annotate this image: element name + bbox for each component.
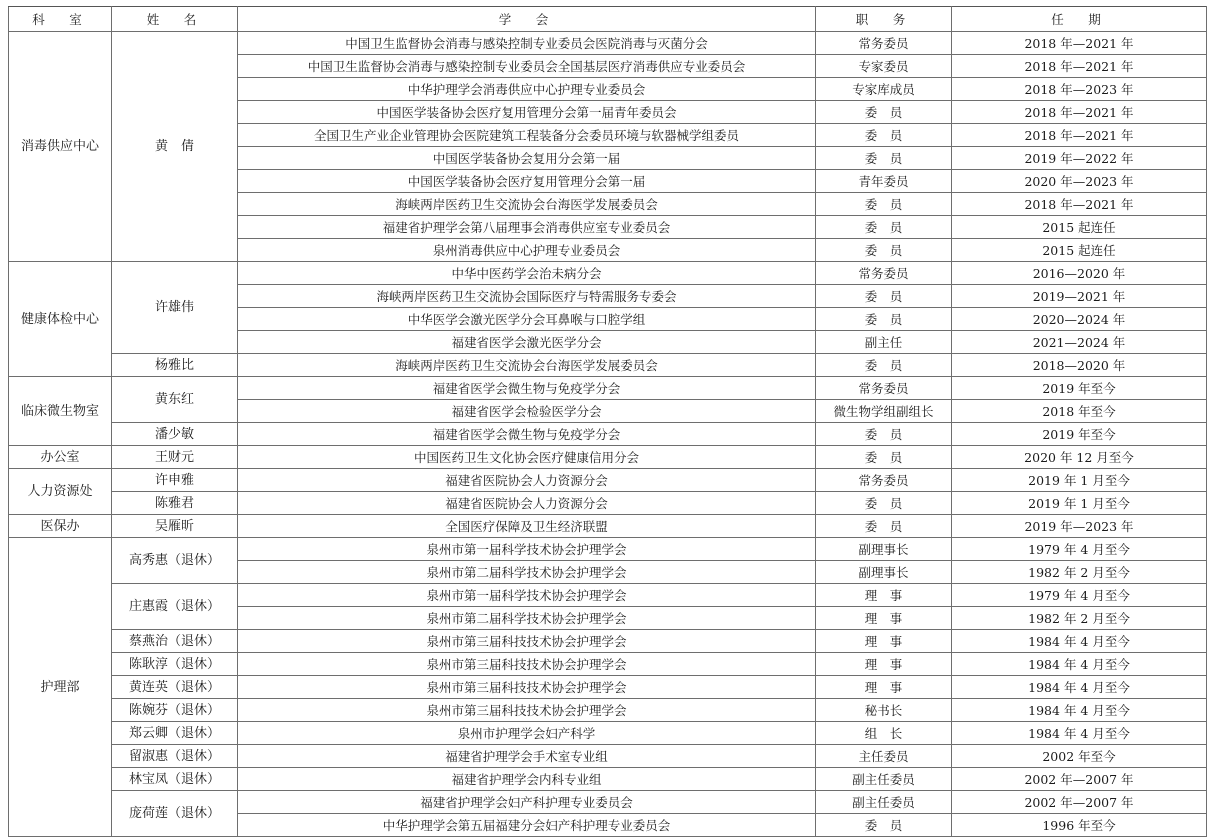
header-society: 学 会	[238, 7, 816, 32]
table-row	[9, 377, 1207, 400]
position-cell: 副主任委员	[816, 768, 952, 791]
person-name-cell: 许申雅	[112, 469, 238, 492]
term-cell: 2018 年—2021 年	[952, 101, 1207, 124]
society-cell: 海峡两岸医药卫生交流协会国际医疗与特需服务专委会	[238, 285, 816, 308]
position-cell: 委 员	[816, 147, 952, 170]
header-term: 任 期	[952, 7, 1207, 32]
table-row	[9, 584, 1207, 607]
table-row	[9, 676, 1207, 699]
society-cell: 泉州市第二届科学技术协会护理学会	[238, 561, 816, 584]
position-cell: 委 员	[816, 101, 952, 124]
position-cell: 专家库成员	[816, 78, 952, 101]
society-cell: 中华护理学会消毒供应中心护理专业委员会	[238, 78, 816, 101]
header-position: 职 务	[816, 7, 952, 32]
department-cell: 护理部	[9, 538, 112, 837]
society-cell: 福建省医学会激光医学分会	[238, 331, 816, 354]
department-cell: 消毒供应中心	[9, 32, 112, 262]
term-cell: 2018 年—2021 年	[952, 55, 1207, 78]
term-cell: 1984 年 4 月至今	[952, 676, 1207, 699]
position-cell: 委 员	[816, 216, 952, 239]
society-cell: 福建省医学会检验医学分会	[238, 400, 816, 423]
term-cell: 2018 年—2023 年	[952, 78, 1207, 101]
term-cell: 2019 年至今	[952, 377, 1207, 400]
term-cell: 2002 年—2007 年	[952, 791, 1207, 814]
position-cell: 委 员	[816, 354, 952, 377]
person-name-cell: 陈雅君	[112, 492, 238, 515]
person-name-cell: 庞荷莲（退休）	[112, 791, 238, 837]
society-cell: 福建省医学会微生物与免疫学分会	[238, 423, 816, 446]
table-row	[9, 469, 1207, 492]
table-row	[9, 262, 1207, 285]
term-cell: 2020—2024 年	[952, 308, 1207, 331]
society-cell: 泉州市第三届科技技术协会护理学会	[238, 653, 816, 676]
department-cell: 医保办	[9, 515, 112, 538]
term-cell: 2015 起连任	[952, 216, 1207, 239]
table-row	[9, 32, 1207, 55]
society-cell: 中国医学装备协会医疗复用管理分会第一届	[238, 170, 816, 193]
society-cell: 中国卫生监督协会消毒与感染控制专业委员会全国基层医疗消毒供应专业委员会	[238, 55, 816, 78]
term-cell: 1984 年 4 月至今	[952, 653, 1207, 676]
person-name-cell: 黄东红	[112, 377, 238, 423]
person-name-cell: 林宝凤（退休）	[112, 768, 238, 791]
person-name-cell: 陈耿淳（退休）	[112, 653, 238, 676]
position-cell: 理 事	[816, 630, 952, 653]
person-name-cell: 吴雁昕	[112, 515, 238, 538]
position-cell: 微生物学组副组长	[816, 400, 952, 423]
membership-table-container	[8, 6, 1206, 837]
person-name-cell: 杨雅比	[112, 354, 238, 377]
term-cell: 1982 年 2 月至今	[952, 561, 1207, 584]
table-row	[9, 515, 1207, 538]
term-cell: 1979 年 4 月至今	[952, 584, 1207, 607]
position-cell: 专家委员	[816, 55, 952, 78]
position-cell: 理 事	[816, 607, 952, 630]
position-cell: 常务委员	[816, 469, 952, 492]
society-cell: 福建省护理学会内科专业组	[238, 768, 816, 791]
person-name-cell: 王财元	[112, 446, 238, 469]
society-cell: 泉州市第三届科技技术协会护理学会	[238, 699, 816, 722]
header-row	[9, 7, 1207, 32]
society-cell: 泉州市第一届科学技术协会护理学会	[238, 584, 816, 607]
position-cell: 委 员	[816, 423, 952, 446]
society-cell: 中国医学装备协会医疗复用管理分会第一届青年委员会	[238, 101, 816, 124]
person-name-cell: 陈婉芬（退休）	[112, 699, 238, 722]
header-name: 姓 名	[112, 7, 238, 32]
society-cell: 福建省医学会微生物与免疫学分会	[238, 377, 816, 400]
term-cell: 1979 年 4 月至今	[952, 538, 1207, 561]
table-body	[9, 32, 1207, 837]
society-cell: 中华护理学会第五届福建分会妇产科护理专业委员会	[238, 814, 816, 837]
person-name-cell: 潘少敏	[112, 423, 238, 446]
position-cell: 委 员	[816, 814, 952, 837]
term-cell: 2019—2021 年	[952, 285, 1207, 308]
term-cell: 2002 年—2007 年	[952, 768, 1207, 791]
term-cell: 2018 年至今	[952, 400, 1207, 423]
society-cell: 中国卫生监督协会消毒与感染控制专业委员会医院消毒与灭菌分会	[238, 32, 816, 55]
table-row	[9, 791, 1207, 814]
society-cell: 海峡两岸医药卫生交流协会台海医学发展委员会	[238, 193, 816, 216]
society-cell: 中华医学会激光医学分会耳鼻喉与口腔学组	[238, 308, 816, 331]
table-row	[9, 722, 1207, 745]
position-cell: 副理事长	[816, 538, 952, 561]
position-cell: 委 员	[816, 193, 952, 216]
term-cell: 2015 起连任	[952, 239, 1207, 262]
society-cell: 中国医药卫生文化协会医疗健康信用分会	[238, 446, 816, 469]
table-row	[9, 354, 1207, 377]
term-cell: 2021—2024 年	[952, 331, 1207, 354]
society-cell: 福建省护理学会第八届理事会消毒供应室专业委员会	[238, 216, 816, 239]
department-cell: 人力资源处	[9, 469, 112, 515]
person-name-cell: 黄连英（退休）	[112, 676, 238, 699]
term-cell: 2018 年—2021 年	[952, 193, 1207, 216]
table-row	[9, 653, 1207, 676]
position-cell: 理 事	[816, 676, 952, 699]
term-cell: 2016—2020 年	[952, 262, 1207, 285]
position-cell: 委 员	[816, 239, 952, 262]
term-cell: 2002 年至今	[952, 745, 1207, 768]
department-cell: 健康体检中心	[9, 262, 112, 377]
person-name-cell: 留淑惠（退休）	[112, 745, 238, 768]
position-cell: 委 员	[816, 492, 952, 515]
position-cell: 副主任	[816, 331, 952, 354]
position-cell: 秘书长	[816, 699, 952, 722]
society-cell: 泉州市第二届科学技术协会护理学会	[238, 607, 816, 630]
table-row	[9, 492, 1207, 515]
position-cell: 常务委员	[816, 262, 952, 285]
header-department: 科 室	[9, 7, 112, 32]
position-cell: 副主任委员	[816, 791, 952, 814]
term-cell: 1996 年至今	[952, 814, 1207, 837]
term-cell: 2019 年至今	[952, 423, 1207, 446]
position-cell: 委 员	[816, 124, 952, 147]
position-cell: 副理事长	[816, 561, 952, 584]
term-cell: 2019 年—2022 年	[952, 147, 1207, 170]
person-name-cell: 蔡燕治（退休）	[112, 630, 238, 653]
society-cell: 中国医学装备协会复用分会第一届	[238, 147, 816, 170]
society-cell: 福建省护理学会手术室专业组	[238, 745, 816, 768]
person-name-cell: 黄 倩	[112, 32, 238, 262]
department-cell: 临床微生物室	[9, 377, 112, 446]
person-name-cell: 高秀惠（退休）	[112, 538, 238, 584]
table-row	[9, 699, 1207, 722]
term-cell: 2019 年—2023 年	[952, 515, 1207, 538]
society-cell: 泉州市第一届科学技术协会护理学会	[238, 538, 816, 561]
society-cell: 福建省医院协会人力资源分会	[238, 492, 816, 515]
society-cell: 海峡两岸医药卫生交流协会台海医学发展委员会	[238, 354, 816, 377]
term-cell: 2020 年—2023 年	[952, 170, 1207, 193]
society-cell: 全国卫生产业企业管理协会医院建筑工程装备分会委员环境与软器械学组委员	[238, 124, 816, 147]
society-cell: 泉州消毒供应中心护理专业委员会	[238, 239, 816, 262]
term-cell: 2018—2020 年	[952, 354, 1207, 377]
person-name-cell: 郑云卿（退休）	[112, 722, 238, 745]
person-name-cell: 许雄伟	[112, 262, 238, 354]
position-cell: 常务委员	[816, 377, 952, 400]
society-cell: 福建省护理学会妇产科护理专业委员会	[238, 791, 816, 814]
position-cell: 青年委员	[816, 170, 952, 193]
term-cell: 2018 年—2021 年	[952, 32, 1207, 55]
table-row	[9, 423, 1207, 446]
person-name-cell: 庄惠霞（退休）	[112, 584, 238, 630]
society-cell: 中华中医药学会治未病分会	[238, 262, 816, 285]
term-cell: 1984 年 4 月至今	[952, 722, 1207, 745]
position-cell: 理 事	[816, 653, 952, 676]
position-cell: 理 事	[816, 584, 952, 607]
society-cell: 泉州市护理学会妇产科学	[238, 722, 816, 745]
term-cell: 2020 年 12 月至今	[952, 446, 1207, 469]
department-cell: 办公室	[9, 446, 112, 469]
term-cell: 1984 年 4 月至今	[952, 630, 1207, 653]
position-cell: 委 员	[816, 308, 952, 331]
table-row	[9, 538, 1207, 561]
table-row	[9, 630, 1207, 653]
society-cell: 全国医疗保障及卫生经济联盟	[238, 515, 816, 538]
membership-table	[8, 6, 1207, 837]
society-cell: 泉州市第三届科技技术协会护理学会	[238, 630, 816, 653]
position-cell: 委 员	[816, 446, 952, 469]
term-cell: 1982 年 2 月至今	[952, 607, 1207, 630]
term-cell: 1984 年 4 月至今	[952, 699, 1207, 722]
table-row	[9, 745, 1207, 768]
position-cell: 组 长	[816, 722, 952, 745]
society-cell: 泉州市第三届科技技术协会护理学会	[238, 676, 816, 699]
society-cell: 福建省医院协会人力资源分会	[238, 469, 816, 492]
position-cell: 主任委员	[816, 745, 952, 768]
table-row	[9, 768, 1207, 791]
term-cell: 2019 年 1 月至今	[952, 469, 1207, 492]
position-cell: 委 员	[816, 515, 952, 538]
term-cell: 2018 年—2021 年	[952, 124, 1207, 147]
term-cell: 2019 年 1 月至今	[952, 492, 1207, 515]
position-cell: 委 员	[816, 285, 952, 308]
table-row	[9, 446, 1207, 469]
position-cell: 常务委员	[816, 32, 952, 55]
